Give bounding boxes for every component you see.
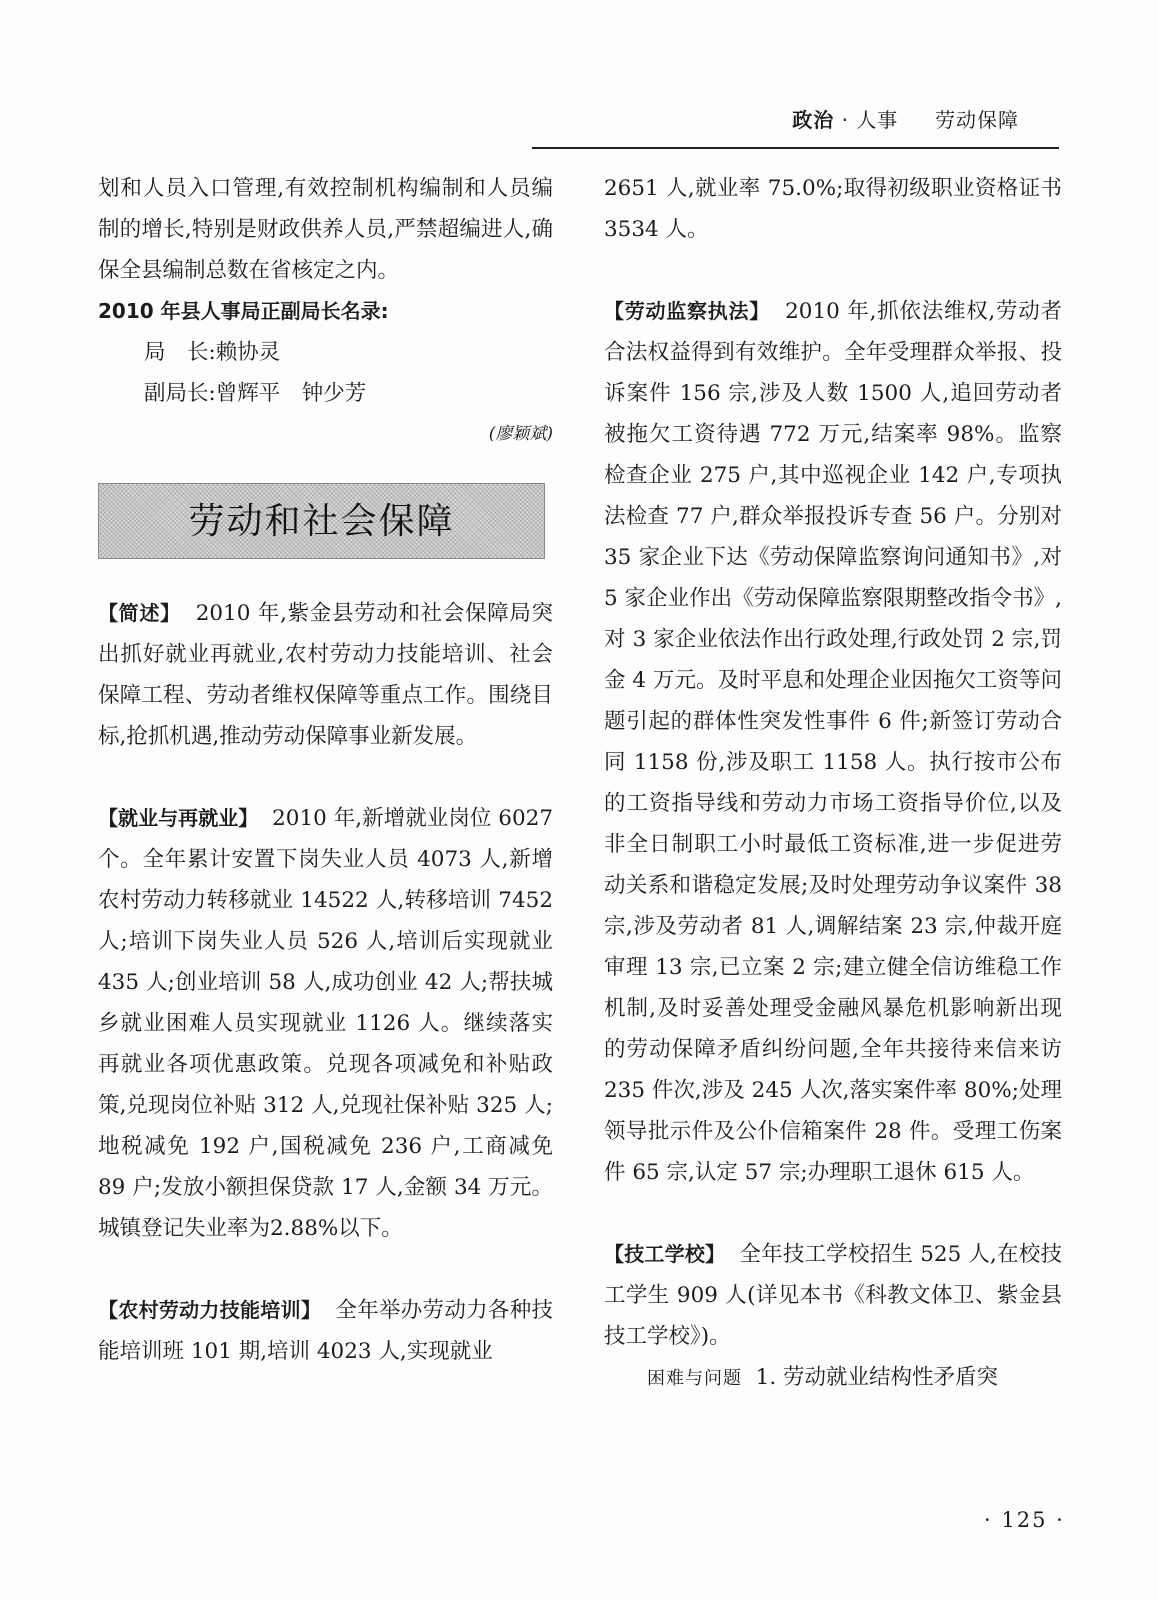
author-credit: (廖颖斌) <box>488 424 553 444</box>
school-heading: 【技工学校】 <box>604 1242 726 1266</box>
supervision-body: 2010 年,抓依法维权,劳动者合法权益得到有效维护。全年受理群众举报、投诉案件 156 宗,涉及人数 1500 人,追回劳动者被拖欠工资待遇 772 万元,结案率 98%。监察检查企业 275 户,其中巡视企业 142 户,专项执法检查 77 户,群众举报投诉专查 56 户。分别对 35 家企业下达《劳动保障监察询问通知书》,对 5 家企业作出《劳动保障监察限期整改指令书》,对 3 家企业依法作出行政处理,行政处罚 2 宗,罚金 4 万元。及时平息和处理企业因拖欠工资等问题引起的群体性突发性事件 6 件;新签订劳动合同 1158 份,涉及职工 1158 人。执行按市公布的工资指导线和劳动力市场工资指导价位,以及非全日制职工小时最低工资标准,进一步促进劳动关系和谐稳定发展;及时处理劳动争议案件 38 宗,涉及劳动者 81 人,调解结案 23 宗,仲裁开庭审理 13 宗,已立案 2 宗;建立健全信访维稳工作机制,及时妥善处理受金融风暴危机影响新出现的劳动保障矛盾纠纷问题,全年共接待来信来访 235 件次,涉及 245 人次,落实案件率 80%;处理领导批示件及公仆信箱案件 28 件。受理工伤案件 65 宗,认定 57 宗;办理职工退休 615 人。 <box>604 299 1062 1185</box>
training-body: 全年举办劳动力各种技能培训班 101 期,培训 4023 人,实现就业 <box>98 1298 553 1364</box>
left-column <box>98 168 553 1372</box>
overview-body: 2010 年,紫金县劳动和社会保障局突出抓好就业再就业,农村劳动力技能培训、社会保障工程、劳动者维权保障等重点工作。围绕目标,抢抓机遇,推动劳动保障事业新发展。 <box>98 601 553 749</box>
header-sub: 人事 <box>856 108 899 132</box>
overview-heading: 【简述】 <box>98 601 181 625</box>
list-title: 2010 年县人事局正副局长名录: <box>98 299 389 323</box>
header-section: 政治 <box>792 108 835 132</box>
employment-body: 2010 年,新增就业岗位 6027 个。全年累计安置下岗失业人员 4073 人,新增农村劳动力转移就业 14522 人,转移培训 7452 人;培训下岗失业人员 526 人,培训后实现就业 435 人;创业培训 58 人,成功创业 42 人;帮扶城乡就业困难人员实现就业 1126 人。继续落实再就业各项优惠政策。兑现各项减免和补贴政策,兑现岗位补贴 312 人,兑现社保补贴 325 人;地税减免 192 户,国税减免 236 户,工商减免 89 户;发放小额担保贷款 17 人,金额 34 万元。城镇登记失业率为2.88%以下。 <box>98 806 554 1241</box>
employment-heading: 【就业与再就业】 <box>98 806 259 830</box>
overview-paragraph <box>98 593 553 757</box>
problems-heading: 困难与问题 <box>647 1368 742 1389</box>
banner-title: 劳动和社会保障 <box>188 500 455 542</box>
page-number: · 125 · <box>984 1508 1065 1532</box>
intro-paragraph: 划和人员入口管理,有效控制机构编制和人员编制的增长,特别是财政供养人员,严禁超编进人,确保全县编制总数在省核定之内。 <box>98 176 553 283</box>
right-column <box>604 168 1062 1399</box>
supervision-heading: 【劳动监察执法】 <box>604 299 770 323</box>
supervision-paragraph <box>604 291 1062 1193</box>
right-intro-paragraph: 2651 人,就业率 75.0%;取得初级职业资格证书 3534 人。 <box>604 176 1062 242</box>
list-item-director: 局 长:赖协灵 <box>144 340 281 365</box>
problems-paragraph <box>604 1357 1062 1399</box>
employment-paragraph <box>98 798 553 1249</box>
header-dot: · <box>841 108 849 132</box>
running-header <box>792 104 1019 133</box>
training-heading: 【农村劳动力技能培训】 <box>98 1298 322 1322</box>
problems-body: 1. 劳动就业结构性矛盾突 <box>755 1365 999 1390</box>
school-body: 全年技工学校招生 525 人,在校技工学生 909 人(详见本书《科教文体卫、紫金县技工学校》)。 <box>604 1242 1063 1349</box>
header-rule <box>532 147 1059 149</box>
header-chapter: 劳动保障 <box>935 108 1019 132</box>
section-banner <box>98 483 545 559</box>
training-paragraph <box>98 1290 553 1372</box>
list-item-deputy: 副局长:曾辉平 钟少芳 <box>144 381 367 406</box>
school-paragraph <box>604 1234 1062 1357</box>
